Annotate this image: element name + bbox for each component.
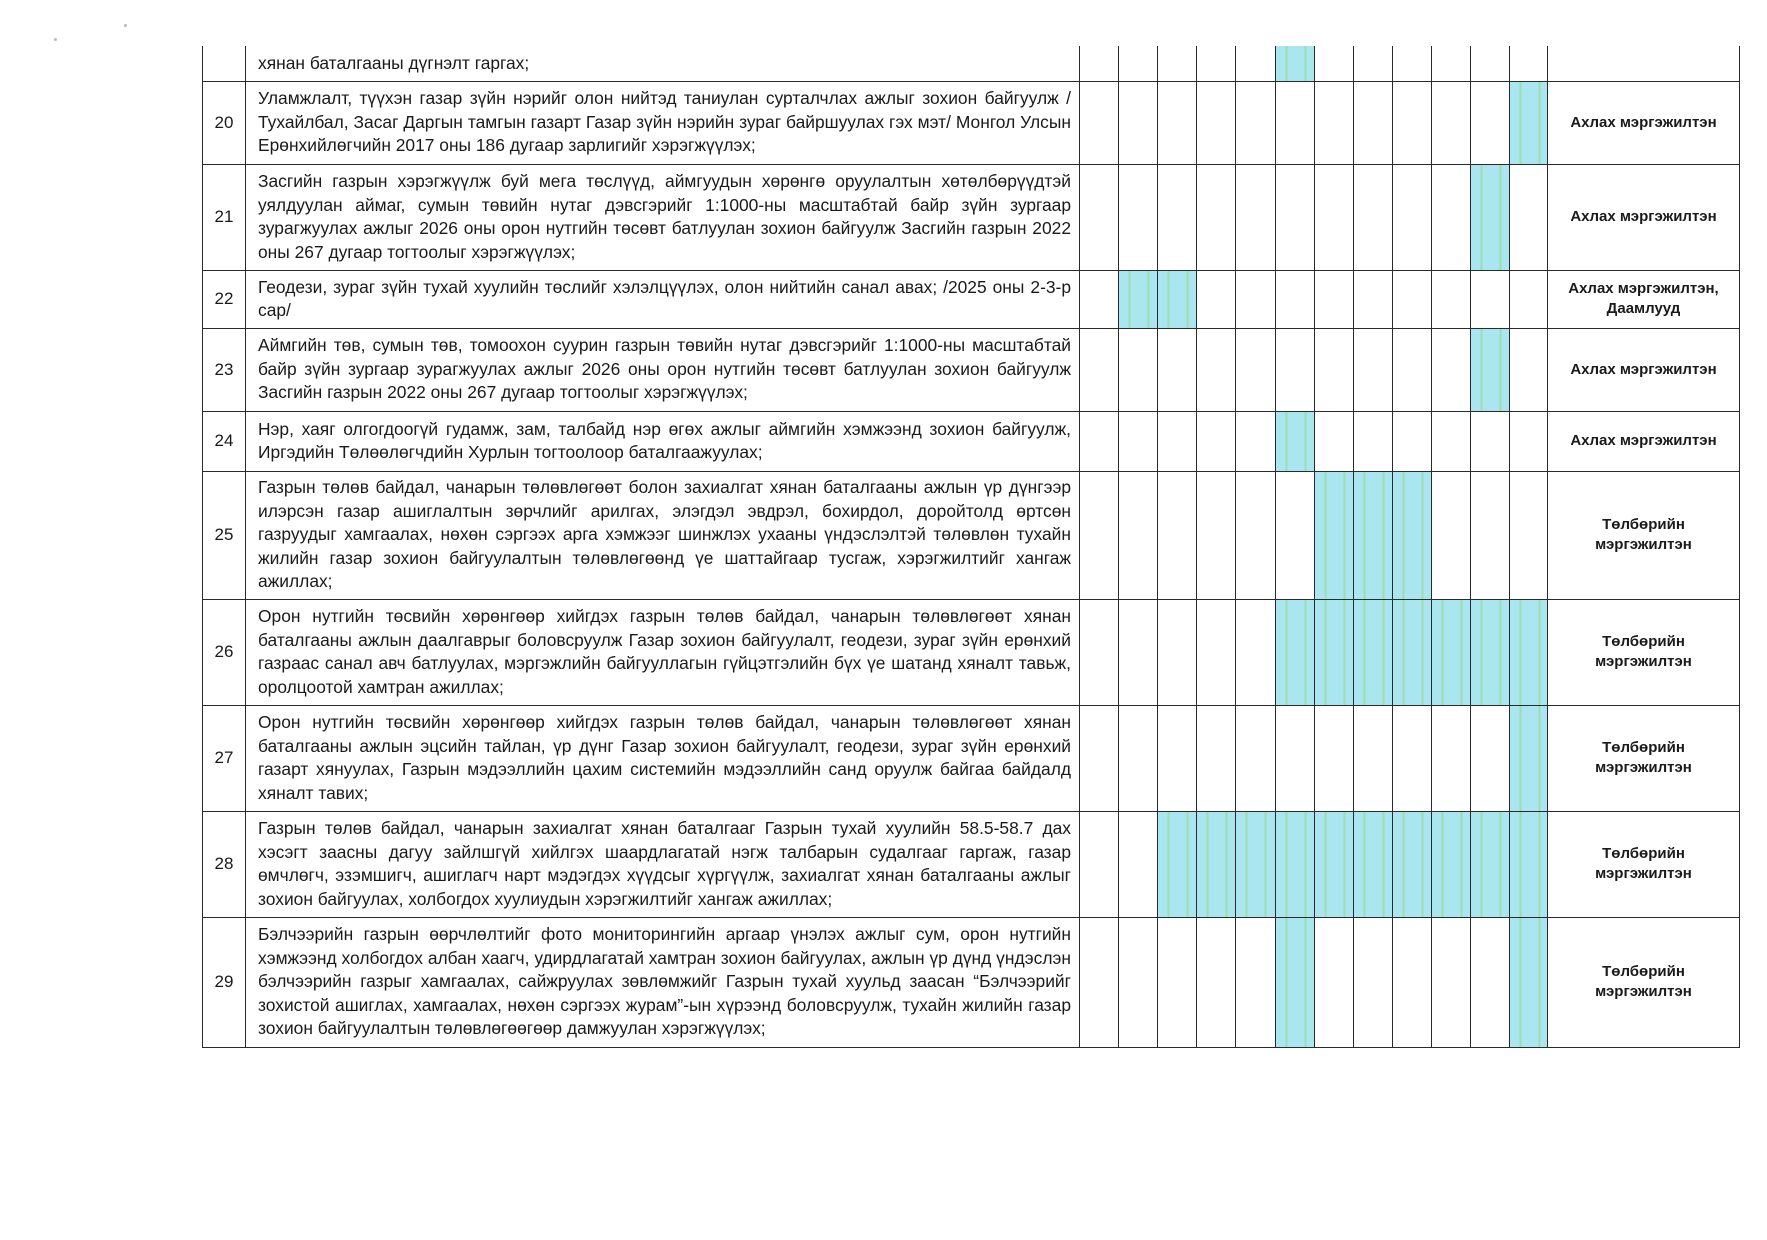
schedule-cell [1432,471,1471,599]
responsible-person: Төлбөрийн мэргэжилтэн [1548,705,1740,811]
schedule-cell [1236,328,1276,411]
responsible-person: Ахлах мэргэжилтэн [1548,328,1740,411]
schedule-cell-active [1276,599,1315,705]
responsible-person [1548,46,1740,81]
schedule-cell [1236,46,1276,81]
schedule-cell [1119,917,1158,1047]
responsible-person: Төлбөрийн мэргэжилтэн [1548,917,1740,1047]
schedule-cell [1315,81,1354,164]
schedule-cell [1510,328,1548,411]
table-row [203,81,1740,164]
responsible-person: Ахлах мэргэжилтэн [1548,411,1740,471]
schedule-cell [1158,917,1197,1047]
schedule-cell [1158,705,1197,811]
schedule-cell [1236,917,1276,1047]
row-number: 28 [203,811,246,917]
schedule-cell [1197,164,1236,270]
schedule-cell [1510,164,1548,270]
schedule-cell [1471,917,1510,1047]
schedule-cell [1119,81,1158,164]
schedule-cell [1471,471,1510,599]
schedule-cell [1080,705,1119,811]
schedule-cell-active [1276,46,1315,81]
schedule-cell-active [1354,811,1393,917]
schedule-cell [1315,46,1354,81]
schedule-cell-active [1119,270,1158,328]
schedule-cell-active [1354,599,1393,705]
schedule-cell [1354,46,1393,81]
schedule-cell [1354,705,1393,811]
table-row [203,471,1740,599]
schedule-cell [1158,81,1197,164]
scan-speck [54,38,57,41]
schedule-cell [1119,328,1158,411]
schedule-cell [1354,81,1393,164]
responsible-person: Төлбөрийн мэргэжилтэн [1548,811,1740,917]
schedule-cell [1080,164,1119,270]
schedule-cell [1276,328,1315,411]
task-description: Орон нутгийн төсвийн хөрөнгөөр хийгдэх газрын төлөв байдал, чанарын төлөвлөгөөт хянан баталгааны ажлын эцсийн тайлан, үр дүнг Газар зохион байгуулалт, геодези, зураг зүйн ерөнхий газарт хянуулах, Газрын мэдээллийн цахим системийн мэдээллийн санд оруулж байгаа байдалд хяналт тавих; [246,705,1080,811]
schedule-cell [1080,328,1119,411]
schedule-cell [1236,471,1276,599]
schedule-cell [1315,328,1354,411]
schedule-cell-active [1276,811,1315,917]
schedule-cell [1354,917,1393,1047]
schedule-cell [1432,270,1471,328]
schedule-cell [1197,705,1236,811]
schedule-cell [1276,471,1315,599]
schedule-cell [1510,270,1548,328]
schedule-cell-active [1471,599,1510,705]
table-row [203,164,1740,270]
schedule-cell [1276,164,1315,270]
schedule-cell-active [1471,328,1510,411]
schedule-cell [1315,164,1354,270]
table-body [203,46,1740,1047]
schedule-cell [1393,46,1432,81]
schedule-cell [1315,270,1354,328]
task-description: Геодези, зураг зүйн тухай хуулийн төслийг хэлэлцүүлэх, олон нийтийн санал авах; /2025 оны 2-3-р сар/ [246,270,1080,328]
responsible-person: Ахлах мэргэжилтэн [1548,164,1740,270]
schedule-cell [1393,270,1432,328]
schedule-cell [1432,81,1471,164]
schedule-cell [1471,46,1510,81]
schedule-cell-active [1393,811,1432,917]
schedule-cell [1471,411,1510,471]
schedule-cell [1236,705,1276,811]
schedule-cell [1197,411,1236,471]
schedule-cell-active [1158,811,1197,917]
schedule-cell [1432,917,1471,1047]
schedule-cell [1236,599,1276,705]
schedule-cell-active [1315,599,1354,705]
schedule-cell-active [1510,917,1548,1047]
schedule-cell [1432,46,1471,81]
table-row [203,328,1740,411]
task-description: Газрын төлөв байдал, чанарын захиалгат хянан баталгааг Газрын тухай хуулийн 58.5-58.7 дах хэсэгт заасны дагуу зайлшгүй хийлгэх шаардлагатай нэгж талбарын судалгааг гаргаж, газар өмчлөгч, эзэмшигч, ашиглагч нарт мэдэгдэх хүүдсыг хүргүүлж, захиалгат хянан баталгааны ажлыг зохион байгуулах, холбогдох хуулиудын хэрэгжилтийг хангаж ажиллах; [246,811,1080,917]
schedule-cell [1080,411,1119,471]
schedule-cell [1510,46,1548,81]
schedule-cell-active [1510,811,1548,917]
schedule-cell [1119,411,1158,471]
schedule-cell [1080,917,1119,1047]
schedule-cell [1354,270,1393,328]
table-row [203,811,1740,917]
schedule-cell-active [1197,811,1236,917]
schedule-cell-active [1393,471,1432,599]
schedule-cell [1158,599,1197,705]
schedule-cell [1432,328,1471,411]
schedule-cell [1197,471,1236,599]
schedule-cell [1080,471,1119,599]
row-number: 23 [203,328,246,411]
schedule-cell [1471,81,1510,164]
schedule-cell-active [1276,917,1315,1047]
schedule-cell-active [1393,599,1432,705]
schedule-cell-active [1471,811,1510,917]
schedule-cell [1276,270,1315,328]
responsible-person: Ахлах мэргэжилтэн, Даамлууд [1548,270,1740,328]
schedule-cell [1393,411,1432,471]
schedule-cell [1432,411,1471,471]
table-row [203,705,1740,811]
table-row [203,270,1740,328]
task-description: Газрын төлөв байдал, чанарын төлөвлөгөөт болон захиалгат хянан баталгааны ажлын үр дүнгээр илэрсэн газар ашиглалтын зөрчлийг арилгах, элэгдэл эвдрэл, бохирдол, доройтолд өртсөн газруудыг хамгаалах, нөхөн сэргээх арга хэмжээг шинжлэх ухааны үндэслэлтэй төлөвлөн тухайн жилийн газар зохион байгуулалтын төлөвлөгөөнд үе шаттайгаар тусгаж, хэрэгжилтийг хангаж ажиллах; [246,471,1080,599]
schedule-cell [1080,46,1119,81]
schedule-cell [1276,705,1315,811]
schedule-cell-active [1158,270,1197,328]
row-number: 22 [203,270,246,328]
row-number: 24 [203,411,246,471]
schedule-cell [1315,411,1354,471]
schedule-cell [1119,471,1158,599]
schedule-cell-active [1315,811,1354,917]
schedule-cell [1080,270,1119,328]
table-row [203,46,1740,81]
schedule-cell [1197,81,1236,164]
schedule-cell [1432,164,1471,270]
schedule-cell [1471,705,1510,811]
schedule-cell [1315,917,1354,1047]
schedule-cell-active [1315,471,1354,599]
schedule-cell-active [1432,599,1471,705]
schedule-cell [1197,328,1236,411]
responsible-person: Төлбөрийн мэргэжилтэн [1548,599,1740,705]
schedule-cell [1354,411,1393,471]
schedule-cell-active [1510,705,1548,811]
schedule-cell [1276,81,1315,164]
schedule-cell-active [1432,811,1471,917]
schedule-cell [1354,328,1393,411]
schedule-cell [1158,471,1197,599]
schedule-cell [1393,705,1432,811]
task-description: Нэр, хаяг олгогдоогүй гудамж, зам, талбайд нэр өгөх ажлыг аймгийн хэмжээнд зохион байгуулж, Иргэдийн Төлөөлөгчдийн Хурлын тогтоолоор баталгаажуулах; [246,411,1080,471]
row-number: 21 [203,164,246,270]
schedule-cell [1393,81,1432,164]
work-plan-table [202,46,1740,1048]
schedule-cell [1119,164,1158,270]
schedule-cell [1236,270,1276,328]
schedule-cell [1197,46,1236,81]
schedule-cell-active [1236,811,1276,917]
task-description: Аймгийн төв, сумын төв, томоохон суурин газрын төвийн нутаг дэвсгэрийг 1:1000-ны масштабтай байр зүйн зургаар зурагжуулах ажлыг 2026 оны орон нутгийн төсөвт батлуулан зохион байгуулж Засгийн газрын 2022 оны 267 дугаар тогтоолыг хэрэгжүүлэх; [246,328,1080,411]
responsible-person: Төлбөрийн мэргэжилтэн [1548,471,1740,599]
row-number: 27 [203,705,246,811]
schedule-cell [1510,471,1548,599]
table-row [203,411,1740,471]
schedule-cell [1471,270,1510,328]
schedule-cell [1119,811,1158,917]
row-number: 25 [203,471,246,599]
schedule-cell [1119,705,1158,811]
schedule-cell [1393,328,1432,411]
task-description: Бэлчээрийн газрын өөрчлөлтийг фото мониторингийн аргаар үнэлэх ажлыг сум, орон нутгийн хэмжээнд холбогдох албан хаагч, удирдлагатай хамтран зохион байгуулах, ажлын үр дүнд үндэслэн бэлчээрийн газрыг хамгаалах, сайжруулах зөвлөмжийг Газрын тухай хуульд заасан “Бэлчээрийг зохистой ашиглах, хамгаалах, нөхөн сэргээх журам”-ын хүрээнд боловсруулж, тухайн жилийн газар зохион байгуулалтын төлөвлөгөөгөөр дамжуулан хэрэгжүүлэх; [246,917,1080,1047]
schedule-cell-active [1510,599,1548,705]
schedule-cell [1080,81,1119,164]
row-number [203,46,246,81]
schedule-cell [1119,599,1158,705]
task-description: хянан баталгааны дүгнэлт гаргах; [246,46,1080,81]
schedule-cell [1236,411,1276,471]
task-description: Засгийн газрын хэрэгжүүлж буй мега төслүүд, аймгуудын хөрөнгө оруулалтын хөтөлбөрүүдтэй уялдуулан аймаг, сумын төвийн нутаг дэвсгэрийг 1:1000-ны масштабтай байр зүйн зургаар зурагжуулах ажлыг 2026 оны орон нутгийн төсөвт батлуулан зохион байгуулж Засгийн газрын 2022 оны 267 дугаар тогтоолыг хэрэгжүүлэх; [246,164,1080,270]
schedule-cell-active [1471,164,1510,270]
task-description: Уламжлалт, түүхэн газар зүйн нэрийг олон нийтэд таниулан сурталчлах ажлыг зохион байгуулж /Тухайлбал, Засаг Даргын тамгын газарт Газар зүйн нэрийн зураг байршуулах гэх мэт/ Монгол Улсын Ерөнхийлөгчийн 2017 оны 186 дугаар зарлигийг хэрэгжүүлэх; [246,81,1080,164]
schedule-cell [1158,164,1197,270]
schedule-cell [1393,164,1432,270]
schedule-cell-active [1510,81,1548,164]
table-row [203,917,1740,1047]
schedule-cell [1080,599,1119,705]
row-number: 20 [203,81,246,164]
responsible-person: Ахлах мэргэжилтэн [1548,81,1740,164]
schedule-cell [1236,81,1276,164]
row-number: 29 [203,917,246,1047]
schedule-cell-active [1354,471,1393,599]
schedule-cell [1236,164,1276,270]
row-number: 26 [203,599,246,705]
schedule-cell [1197,917,1236,1047]
schedule-cell [1354,164,1393,270]
task-description: Орон нутгийн төсвийн хөрөнгөөр хийгдэх газрын төлөв байдал, чанарын төлөвлөгөөт хянан баталгааны ажлын даалгаврыг боловсруулж Газар зохион байгуулалт, геодези, зураг зүйн ерөнхий газраас санал авч батлуулах, мэргэжлийн байгууллагын гүйцэтгэлийн бүх үе шатанд хяналт тавьж, оролцоотой хамтран ажиллах; [246,599,1080,705]
schedule-cell [1158,328,1197,411]
schedule-cell [1393,917,1432,1047]
schedule-cell [1315,705,1354,811]
schedule-cell [1197,270,1236,328]
table-row [203,599,1740,705]
scan-speck [124,24,127,27]
schedule-cell [1432,705,1471,811]
schedule-cell [1158,46,1197,81]
schedule-cell [1197,599,1236,705]
schedule-cell-active [1276,411,1315,471]
schedule-cell [1158,411,1197,471]
schedule-cell [1080,811,1119,917]
schedule-cell [1119,46,1158,81]
schedule-cell [1510,411,1548,471]
